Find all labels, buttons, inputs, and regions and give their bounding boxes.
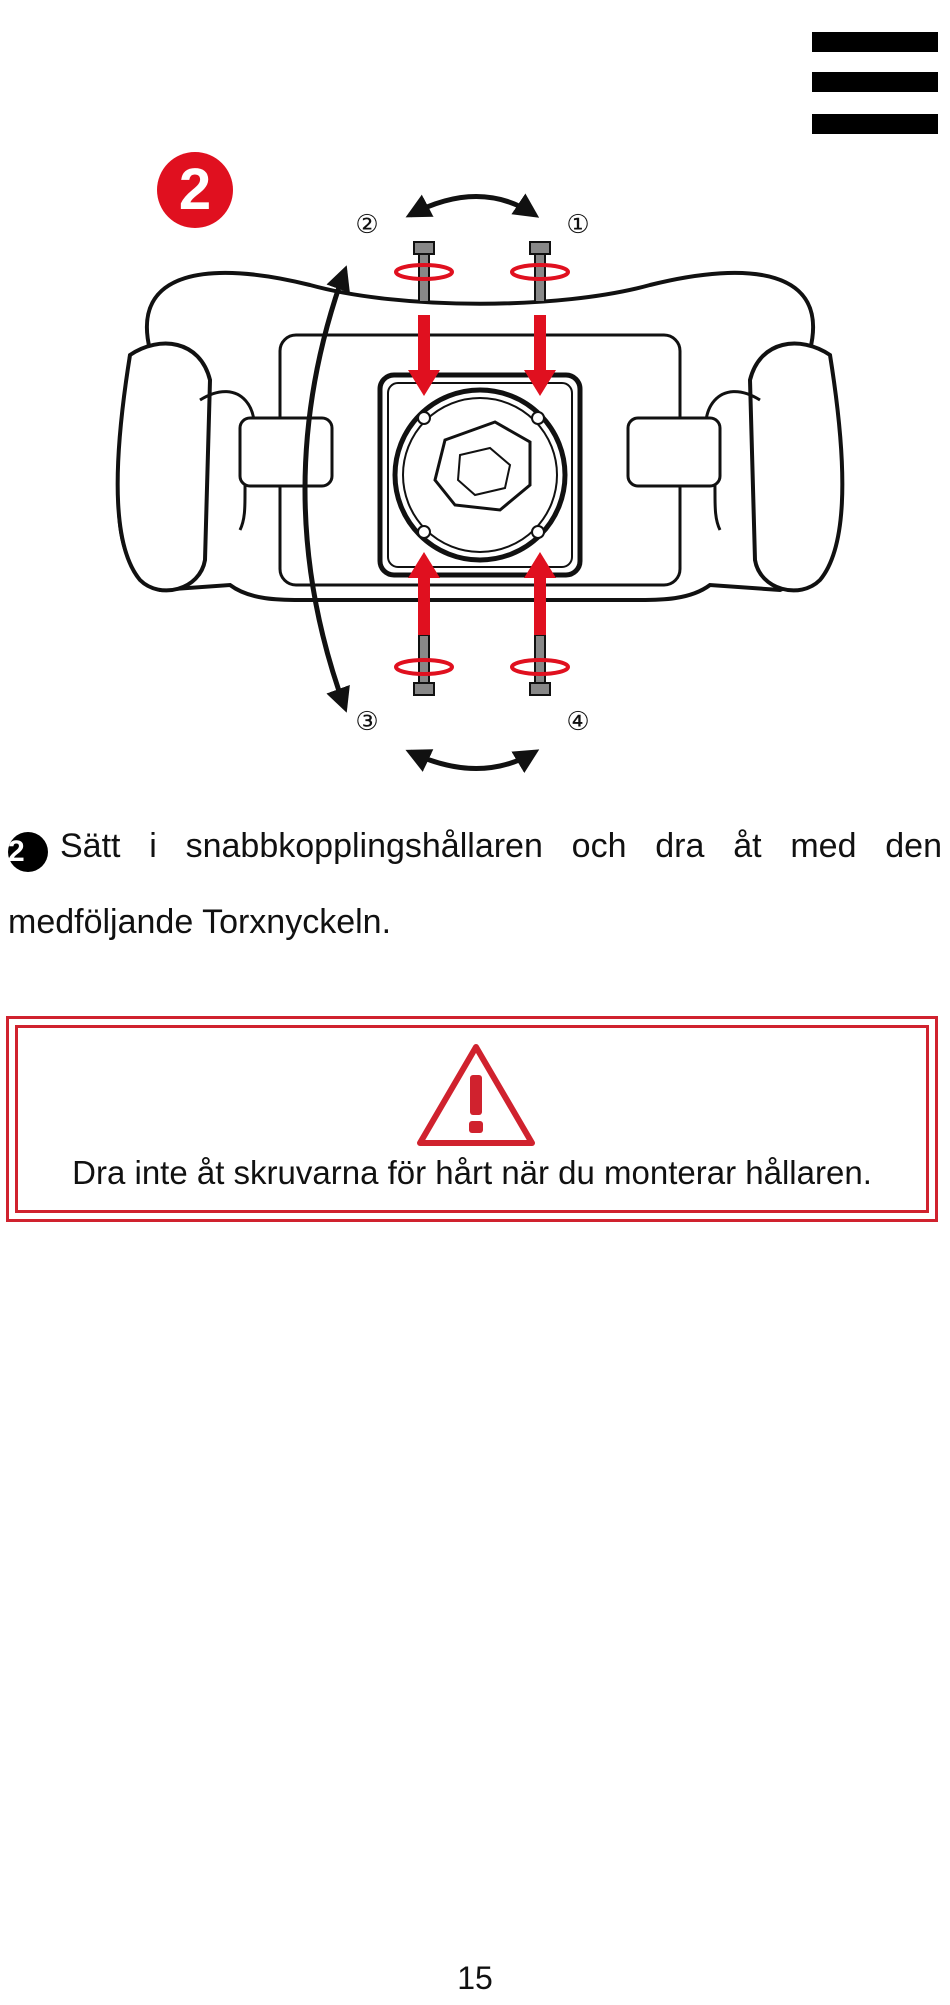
- screw-bottom-right: [530, 635, 550, 695]
- right-grip: [750, 344, 842, 591]
- menu-bar: [812, 72, 938, 92]
- screw-label-1: ①: [566, 210, 590, 240]
- instruction-paragraph: [8, 808, 942, 960]
- menu-bar: [812, 32, 938, 52]
- screw-top-right: [530, 242, 550, 302]
- steering-wheel-illustration: [90, 180, 870, 780]
- screw-label-2: ②: [355, 210, 379, 240]
- page-number: 15: [457, 1960, 493, 1996]
- warning-triangle-icon: [414, 1041, 538, 1149]
- screw-label-3: ③: [355, 707, 379, 737]
- warning-text: Dra inte åt skruvarna för hårt när du monterar hållaren.: [72, 1154, 872, 1191]
- screw-bottom-left: [414, 635, 434, 695]
- screw-label-4: ④: [566, 707, 590, 737]
- warning-box: [6, 1016, 938, 1222]
- step-number-badge: 2: [157, 152, 233, 228]
- instruction-text: Sätt i snabbkopplingshållaren och dra åt med den medföljande Torxnyckeln.: [8, 827, 942, 941]
- screw-top-left: [414, 242, 434, 302]
- menu-bar: [812, 114, 938, 134]
- step-bullet: 2: [8, 832, 48, 872]
- hamburger-menu-icon[interactable]: [812, 30, 938, 136]
- left-grip: [118, 344, 210, 591]
